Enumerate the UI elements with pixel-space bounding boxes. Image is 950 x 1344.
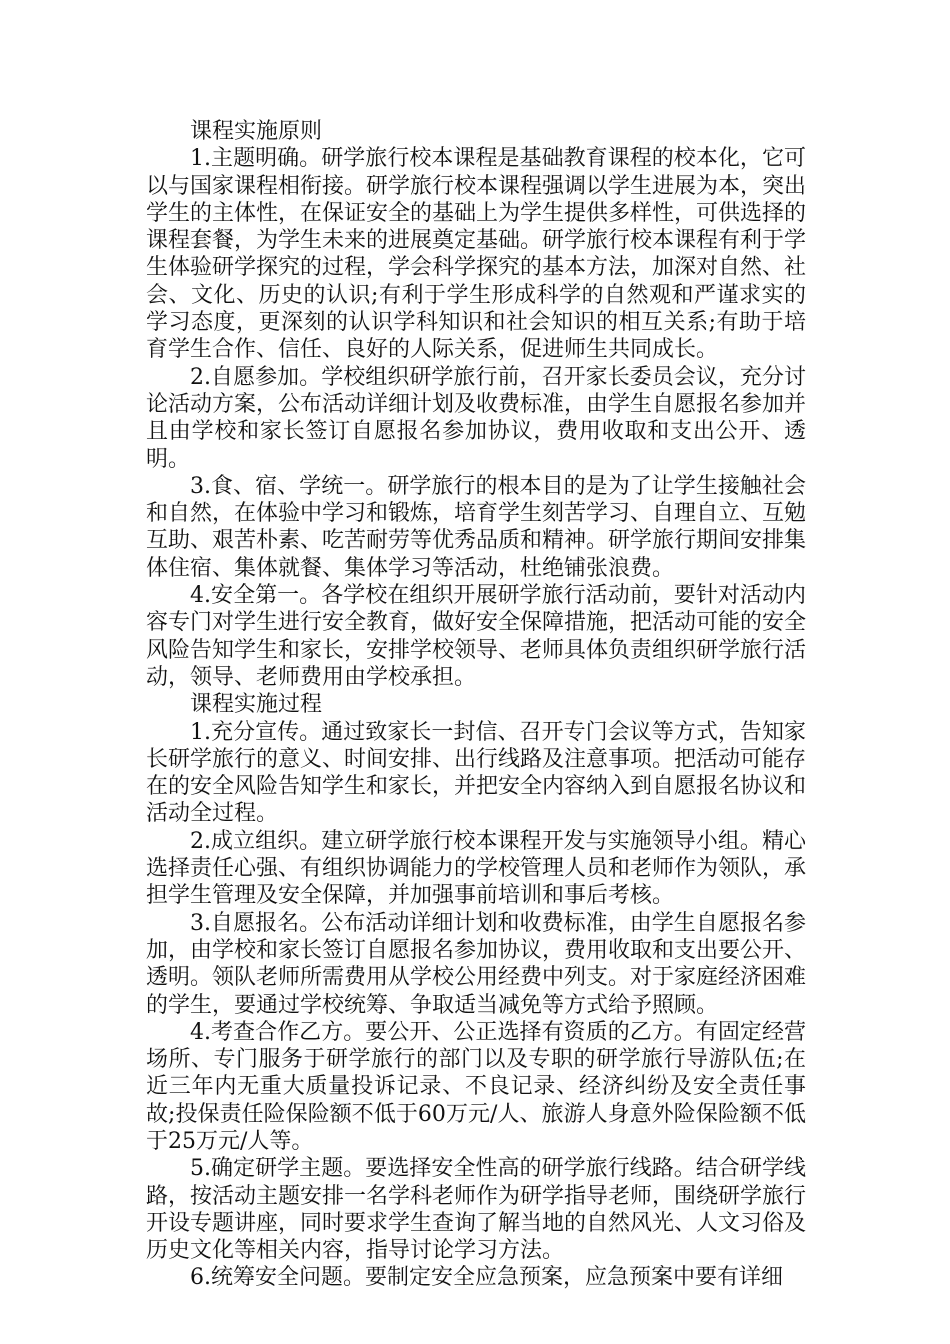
paragraph-principle-1: 1.主题明确。研学旅行校本课程是基础教育课程的校本化，它可以与国家课程相衔接。研学旅行校本课程强调以学生进展为本，突出学生的主体性，在保证安全的基础上为学生提供多样性，可供选择的课程套餐，为学生未来的进展奠定基础。研学旅行校本课程有利于学生体验研学探究的过程，学会科学探究的基本方法，加深对自然、社会、文化、历史的认识;有利于学生形成科学的自然观和严谨求实的学习态度，更深刻的认识学科知识和社会知识的相互关系;有助于培育学生合作、信任、良好的人际关系，促进师生共同成长。 <box>146 146 807 363</box>
section-heading-process: 课程实施过程 <box>190 692 323 718</box>
paragraph-process-4: 4.考查合作乙方。要公开、公正选择有资质的乙方。有固定经营场所、专门服务于研学旅行的部门以及专职的研学旅行导游队伍;在近三年内无重大质量投诉记录、不良记录、经济纠纷及安全责任事故;投保责任险保险额不低于60万元/人、旅游人身意外险保险额不低于25万元/人等。 <box>146 1019 806 1154</box>
paragraph-process-2: 2.成立组织。建立研学旅行校本课程开发与实施领导小组。精心选择责任心强、有组织协调能力的学校管理人员和老师作为领队，承担学生管理及安全保障，并加强事前培训和事后考核。 <box>146 828 807 909</box>
paragraph-process-3: 3.自愿报名。公布活动详细计划和收费标准，由学生自愿报名参加，由学校和家长签订自愿报名参加协议，费用收取和支出要公开、透明。领队老师所需费用从学校公用经费中列支。对于家庭经济困难的学生，要通过学校统筹、争取适当减免等方式给予照顾。 <box>146 910 807 1018</box>
section-heading-principles: 课程实施原则 <box>190 119 323 144</box>
paragraph-process-1: 1.充分宣传。通过致家长一封信、召开专门会议等方式，告知家长研学旅行的意义、时间安排、出行线路及注意事项。把活动可能存在的安全风险告知学生和家长，并把安全内容纳入到自愿报名协议和活动全过程。 <box>146 719 807 827</box>
paragraph-principle-3: 3.食、宿、学统一。研学旅行的根本目的是为了让学生接触社会和自然，在体验中学习和锻炼，培育学生刻苦学习、自理自立、互勉互助、艰苦朴素、吃苦耐劳等优秀品质和精神。研学旅行期间安排集体住宿、集体就餐、集体学习等活动，杜绝铺张浪费。 <box>146 473 807 581</box>
paragraph-principle-4: 4.安全第一。各学校在组织开展研学旅行活动前，要针对活动内容专门对学生进行安全教育，做好安全保障措施，把活动可能的安全风险告知学生和家长，安排学校领导、老师具体负责组织研学旅行活动，领导、老师费用由学校承担。 <box>146 583 807 690</box>
paragraph-principle-2: 2.自愿参加。学校组织研学旅行前，召开家长委员会议，充分讨论活动方案，公布活动详细计划及收费标准，由学生自愿报名参加并且由学校和家长签订自愿报名参加协议，费用收取和支出公开、透明。 <box>146 364 807 472</box>
paragraph-process-5: 5.确定研学主题。要选择安全性高的研学旅行线路。结合研学线路，按活动主题安排一名学科老师作为研学指导老师，围绕研学旅行开设专题讲座，同时要求学生查询了解当地的自然风光、人文习俗及历史文化等相关内容，指导讨论学习方法。 <box>146 1156 807 1264</box>
document-page <box>146 118 806 1292</box>
paragraph-process-6: 6.统筹安全问题。要制定安全应急预案，应急预案中要有详细 <box>190 1265 783 1291</box>
